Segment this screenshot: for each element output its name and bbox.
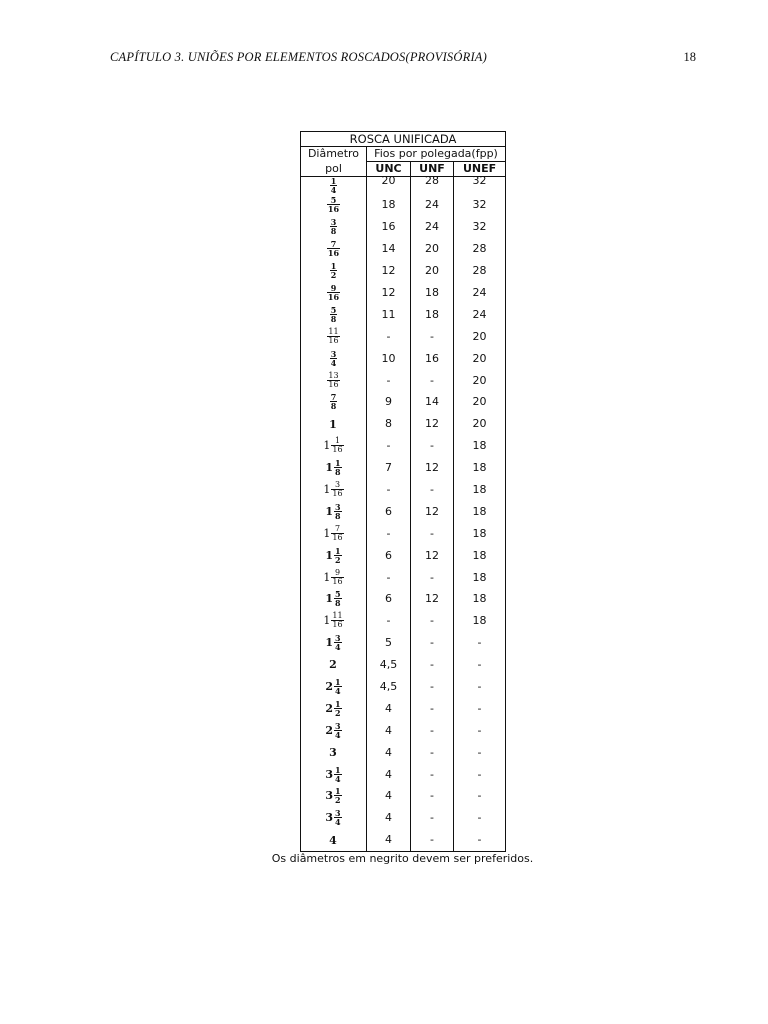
unc-cell: 4	[367, 763, 411, 785]
unc-cell: 12	[367, 282, 411, 304]
diameter-whole: 4	[329, 833, 337, 847]
chapter-title: CAPÍTULO 3. UNIÕES POR ELEMENTOS ROSCADOS(PROVISÓRIA)	[110, 50, 487, 64]
fraction-denominator: 4	[335, 773, 341, 784]
unf-cell: -	[411, 654, 454, 676]
fraction-numerator: 3	[335, 501, 341, 512]
unef-cell: -	[454, 632, 506, 654]
table-row	[301, 325, 506, 347]
diameter-whole: 1	[323, 483, 331, 497]
diameter-cell	[301, 347, 367, 369]
table-row	[301, 500, 506, 522]
unc-cell: 20	[367, 177, 411, 195]
diameter-fraction	[334, 700, 342, 717]
unef-cell: -	[454, 829, 506, 851]
fraction-numerator: 11	[328, 326, 339, 336]
fraction-denominator: 16	[332, 445, 343, 455]
diameter-fraction	[334, 547, 342, 564]
fraction-denominator: 16	[332, 532, 343, 542]
diameter-cell	[301, 177, 367, 195]
diameter-whole: 1	[325, 504, 334, 518]
unef-cell: 18	[454, 457, 506, 479]
unef-cell: 18	[454, 435, 506, 457]
diameter-whole: 3	[329, 745, 337, 759]
diameter-cell	[301, 325, 367, 347]
fraction-denominator: 2	[335, 554, 341, 565]
table-title: ROSCA UNIFICADA	[301, 132, 506, 147]
table-row	[301, 676, 506, 698]
table-row	[301, 435, 506, 457]
fraction-denominator: 4	[335, 642, 341, 653]
fraction-numerator: 1	[335, 698, 341, 709]
table-row	[301, 566, 506, 588]
diameter-whole: 3	[325, 811, 334, 825]
unef-cell: 28	[454, 260, 506, 282]
page-number: 18	[683, 50, 696, 64]
fraction-denominator: 8	[330, 313, 337, 324]
unf-cell: 18	[411, 282, 454, 304]
diameter-whole: 2	[325, 701, 334, 715]
unef-cell: 28	[454, 238, 506, 260]
fraction-denominator: 16	[332, 489, 343, 499]
diameter-cell	[301, 500, 367, 522]
table-body	[301, 174, 506, 852]
diameter-fraction	[331, 481, 343, 498]
fraction-numerator: 1	[335, 545, 341, 556]
unef-cell: 24	[454, 282, 506, 304]
table-row	[301, 763, 506, 785]
table-row	[301, 785, 506, 807]
diameter-cell	[301, 610, 367, 632]
table-row	[301, 194, 506, 216]
unf-cell: -	[411, 785, 454, 807]
table-row	[301, 303, 506, 325]
diameter-cell	[301, 479, 367, 501]
fraction-denominator: 8	[335, 598, 341, 609]
fraction-numerator: 1	[330, 176, 337, 186]
unef-cell: 20	[454, 325, 506, 347]
unf-cell: -	[411, 479, 454, 501]
diameter-cell	[301, 654, 367, 676]
unf-cell: 24	[411, 216, 454, 238]
diameter-whole: 1	[325, 592, 334, 606]
unf-cell: 12	[411, 544, 454, 566]
unc-cell: 16	[367, 216, 411, 238]
unc-cell: 11	[367, 303, 411, 325]
diameter-cell	[301, 719, 367, 741]
fraction-numerator: 3	[330, 217, 337, 228]
unef-cell: -	[454, 654, 506, 676]
diameter-cell	[301, 413, 367, 435]
unf-cell: 20	[411, 238, 454, 260]
fraction-denominator: 16	[327, 248, 340, 259]
diameter-fraction	[327, 196, 340, 213]
unf-cell: -	[411, 741, 454, 763]
column-header-diameter-unit: pol	[301, 162, 367, 177]
unf-cell: -	[411, 435, 454, 457]
unc-cell: -	[367, 610, 411, 632]
unf-cell: 14	[411, 391, 454, 413]
fraction-denominator: 8	[330, 226, 337, 237]
diameter-fraction	[334, 459, 342, 476]
diameter-whole: 2	[325, 723, 334, 737]
fraction-denominator: 2	[330, 270, 337, 281]
unf-cell: -	[411, 719, 454, 741]
table-row	[301, 807, 506, 829]
unc-cell: 5	[367, 632, 411, 654]
unf-cell: 18	[411, 303, 454, 325]
fraction-numerator: 3	[335, 808, 341, 819]
unef-cell: 18	[454, 610, 506, 632]
fraction-numerator: 7	[331, 525, 343, 534]
diameter-whole: 1	[329, 417, 337, 431]
unified-thread-table	[300, 131, 506, 852]
unc-cell: 4	[367, 785, 411, 807]
table-row	[301, 588, 506, 610]
diameter-cell	[301, 282, 367, 304]
unf-cell: -	[411, 325, 454, 347]
unef-cell: 32	[454, 194, 506, 216]
fraction-denominator: 16	[328, 335, 339, 345]
unef-cell: 20	[454, 347, 506, 369]
fraction-denominator: 16	[332, 576, 343, 586]
table-row	[301, 610, 506, 632]
fraction-numerator: 13	[328, 370, 339, 380]
unc-cell: 6	[367, 544, 411, 566]
unf-cell: 20	[411, 260, 454, 282]
diameter-whole: 1	[325, 548, 334, 562]
unef-cell: 18	[454, 588, 506, 610]
diameter-fraction	[331, 612, 343, 629]
unc-cell: -	[367, 566, 411, 588]
table-row	[301, 654, 506, 676]
diameter-cell	[301, 522, 367, 544]
fraction-denominator: 4	[330, 185, 337, 195]
diameter-fraction	[334, 787, 342, 804]
unef-cell: 18	[454, 566, 506, 588]
table-row	[301, 260, 506, 282]
fraction-numerator: 5	[330, 304, 337, 315]
diameter-cell	[301, 369, 367, 391]
diameter-fraction	[327, 240, 340, 257]
unf-cell: -	[411, 610, 454, 632]
unc-cell: 10	[367, 347, 411, 369]
table-row	[301, 697, 506, 719]
unef-cell: 20	[454, 413, 506, 435]
diameter-fraction	[334, 766, 342, 783]
unc-cell: 4	[367, 829, 411, 851]
diameter-whole: 3	[325, 767, 334, 781]
unef-cell: -	[454, 763, 506, 785]
unef-cell: 20	[454, 369, 506, 391]
unf-cell: -	[411, 522, 454, 544]
diameter-fraction	[327, 328, 339, 345]
diameter-cell	[301, 391, 367, 413]
diameter-fraction	[334, 722, 342, 739]
unf-cell: 24	[411, 194, 454, 216]
diameter-fraction	[327, 284, 340, 301]
table-row	[301, 632, 506, 654]
unc-cell: 6	[367, 588, 411, 610]
unf-cell: -	[411, 807, 454, 829]
diameter-fraction	[334, 678, 342, 695]
unef-cell: 18	[454, 500, 506, 522]
diameter-fraction	[334, 503, 342, 520]
fraction-numerator: 7	[330, 392, 337, 403]
fraction-denominator: 16	[328, 379, 339, 389]
fraction-numerator: 3	[335, 633, 341, 644]
diameter-cell	[301, 303, 367, 325]
diameter-fraction	[334, 809, 342, 826]
table-row	[301, 391, 506, 413]
table-row	[301, 829, 506, 851]
fraction-denominator: 4	[335, 729, 341, 740]
diameter-whole: 1	[325, 636, 334, 650]
table-row	[301, 282, 506, 304]
unef-cell: -	[454, 676, 506, 698]
diameter-whole: 1	[323, 570, 331, 584]
column-header-unc: UNC	[367, 162, 411, 177]
fraction-numerator: 7	[327, 240, 340, 249]
diameter-whole: 1	[323, 614, 331, 628]
unc-cell: 4	[367, 697, 411, 719]
table-row	[301, 216, 506, 238]
unef-cell: 32	[454, 177, 506, 195]
diameter-whole: 3	[325, 789, 334, 803]
fraction-numerator: 3	[331, 481, 343, 490]
diameter-cell	[301, 785, 367, 807]
unc-cell: -	[367, 325, 411, 347]
unef-cell: -	[454, 807, 506, 829]
fraction-denominator: 2	[335, 795, 341, 806]
unf-cell: 12	[411, 413, 454, 435]
fraction-denominator: 4	[335, 686, 341, 697]
fraction-numerator: 9	[331, 569, 343, 578]
unc-cell: 4,5	[367, 654, 411, 676]
unc-cell: 9	[367, 391, 411, 413]
unef-cell: 18	[454, 522, 506, 544]
diameter-cell	[301, 435, 367, 457]
table-row	[301, 413, 506, 435]
fraction-denominator: 2	[335, 707, 341, 718]
unf-cell: 12	[411, 588, 454, 610]
fraction-numerator: 9	[327, 284, 340, 293]
unc-cell: 6	[367, 500, 411, 522]
column-header-unef: UNEF	[454, 162, 506, 177]
diameter-cell	[301, 741, 367, 763]
diameter-cell	[301, 566, 367, 588]
diameter-cell	[301, 676, 367, 698]
diameter-cell	[301, 216, 367, 238]
unc-cell: 4	[367, 719, 411, 741]
fraction-numerator: 3	[330, 348, 337, 359]
diameter-fraction	[327, 372, 339, 389]
diameter-cell	[301, 829, 367, 851]
unc-cell: 4	[367, 741, 411, 763]
fraction-numerator: 1	[330, 261, 337, 272]
fraction-numerator: 1	[335, 786, 341, 797]
diameter-fraction	[331, 569, 343, 586]
unc-cell: 18	[367, 194, 411, 216]
unf-cell: -	[411, 566, 454, 588]
diameter-fraction	[334, 634, 342, 651]
unef-cell: 20	[454, 391, 506, 413]
fraction-numerator: 1	[335, 764, 341, 775]
fraction-numerator: 11	[332, 611, 343, 621]
diameter-cell	[301, 697, 367, 719]
table-row	[301, 741, 506, 763]
diameter-cell	[301, 544, 367, 566]
fraction-denominator: 8	[330, 401, 337, 412]
thread-table-container	[300, 131, 505, 852]
diameter-fraction	[330, 393, 338, 410]
unf-cell: 16	[411, 347, 454, 369]
diameter-whole: 2	[329, 658, 337, 672]
unc-cell: -	[367, 435, 411, 457]
fraction-denominator: 4	[330, 357, 337, 368]
table-row	[301, 719, 506, 741]
unc-cell: 8	[367, 413, 411, 435]
unf-cell: -	[411, 632, 454, 654]
diameter-fraction	[331, 437, 343, 454]
table-row	[301, 457, 506, 479]
unc-cell: 14	[367, 238, 411, 260]
fraction-numerator: 5	[335, 589, 341, 600]
unf-cell: -	[411, 763, 454, 785]
diameter-whole: 1	[325, 461, 334, 475]
diameter-cell	[301, 632, 367, 654]
fraction-numerator: 1	[335, 677, 341, 688]
fraction-denominator: 4	[335, 817, 341, 828]
unef-cell: -	[454, 785, 506, 807]
fraction-denominator: 16	[332, 620, 343, 630]
unef-cell: 18	[454, 479, 506, 501]
unc-cell: -	[367, 479, 411, 501]
diameter-cell	[301, 763, 367, 785]
diameter-cell	[301, 194, 367, 216]
unc-cell: 4,5	[367, 676, 411, 698]
diameter-cell	[301, 588, 367, 610]
fraction-denominator: 16	[327, 292, 340, 302]
unef-cell: 32	[454, 216, 506, 238]
unf-cell: -	[411, 829, 454, 851]
diameter-whole: 1	[323, 439, 331, 453]
table-row	[301, 369, 506, 391]
unf-cell: 28	[411, 177, 454, 195]
unef-cell: -	[454, 741, 506, 763]
fraction-numerator: 5	[327, 196, 340, 205]
column-header-diameter: Diâmetro	[301, 147, 367, 162]
diameter-fraction	[331, 525, 343, 542]
diameter-whole: 2	[325, 680, 334, 694]
unc-cell: -	[367, 522, 411, 544]
table-row	[301, 238, 506, 260]
unc-cell: 12	[367, 260, 411, 282]
table-row	[301, 479, 506, 501]
unf-cell: -	[411, 697, 454, 719]
diameter-fraction	[330, 262, 338, 279]
diameter-fraction	[330, 306, 338, 323]
diameter-fraction	[330, 218, 338, 235]
unc-cell: -	[367, 369, 411, 391]
diameter-cell	[301, 260, 367, 282]
unf-cell: -	[411, 676, 454, 698]
unef-cell: 18	[454, 544, 506, 566]
diameter-cell	[301, 807, 367, 829]
fraction-numerator: 3	[335, 720, 341, 731]
diameter-fraction	[330, 350, 338, 367]
fraction-denominator: 8	[335, 510, 341, 521]
table-row	[301, 544, 506, 566]
running-header	[110, 50, 696, 68]
diameter-whole: 1	[323, 526, 331, 540]
table-row	[301, 522, 506, 544]
diameter-fraction	[330, 177, 338, 194]
unef-cell: -	[454, 719, 506, 741]
unf-cell: 12	[411, 457, 454, 479]
unc-cell: 7	[367, 457, 411, 479]
unc-cell: 4	[367, 807, 411, 829]
table-row	[301, 177, 506, 195]
fraction-denominator: 16	[327, 204, 340, 215]
column-header-unf: UNF	[411, 162, 454, 177]
diameter-fraction	[334, 590, 342, 607]
fraction-numerator: 1	[335, 458, 341, 469]
table-row	[301, 347, 506, 369]
unf-cell: -	[411, 369, 454, 391]
diameter-cell	[301, 238, 367, 260]
diameter-cell	[301, 457, 367, 479]
column-header-threads-per-inch: Fios por polegada(fpp)	[367, 147, 506, 162]
fraction-denominator: 8	[335, 467, 341, 478]
fraction-numerator: 1	[331, 437, 343, 446]
unef-cell: 24	[454, 303, 506, 325]
table-footnote: Os diâmetros em negrito devem ser preferidos.	[271, 852, 534, 865]
unef-cell: -	[454, 697, 506, 719]
unf-cell: 12	[411, 500, 454, 522]
